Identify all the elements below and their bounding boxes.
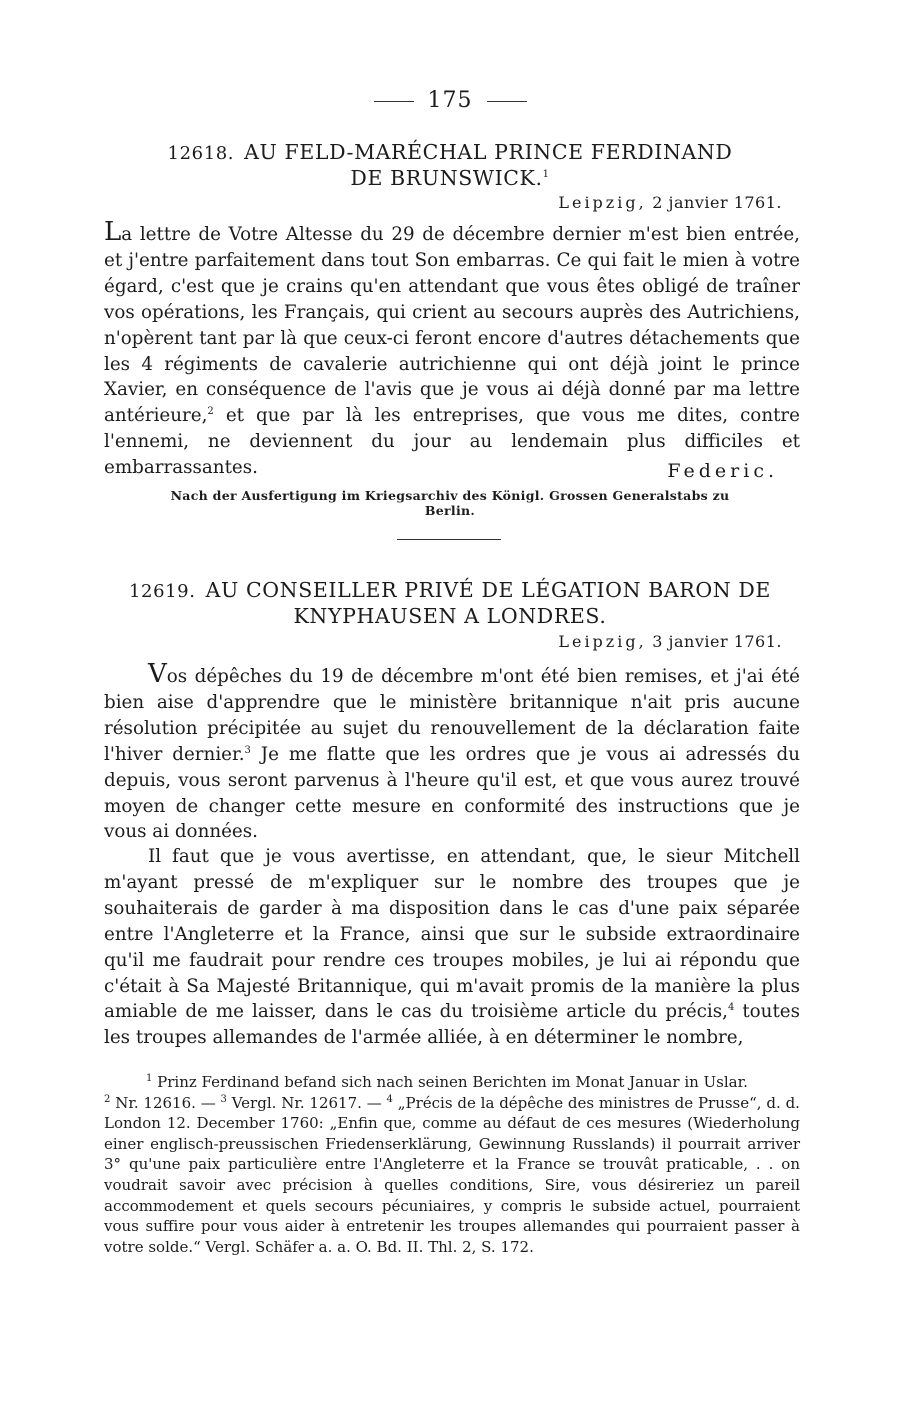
footnote-ref: 2	[207, 406, 214, 418]
page-number: 175	[427, 88, 473, 113]
footnote-text: Vergl. Nr. 12617. —	[231, 1093, 382, 1112]
letter-heading-12619	[100, 578, 800, 629]
date-place: Leipzig,	[558, 193, 647, 212]
letter-recipient-line2: KNYPHAUSEN A LONDRES.	[293, 604, 607, 628]
letter-body-12618	[104, 217, 800, 481]
letter-recipient-line1: AU FELD-MARÉCHAL PRINCE FERDINAND	[244, 140, 733, 164]
dateline-12619	[558, 632, 782, 651]
footnote-1	[104, 1072, 800, 1093]
letter-heading-12618	[100, 140, 800, 191]
footnotes	[104, 1072, 800, 1257]
drop-cap: V	[148, 659, 167, 689]
source-note: Nach der Ausfertigung im Kriegsarchiv des Königl. Grossen Generalstabs zu Berlin.	[170, 488, 730, 518]
footnote-ref: 1	[542, 169, 550, 181]
body-text: Il faut que je vous avertisse, en attendant, que, le sieur Mitchell m'ayant pressé de m'expliquer sur le nombre des troupes que je souhaiterais de garder à ma disposition dans le cas d'une paix séparée entre l'Angleterre et la France, ainsi que sur le subside extraordinaire qu'il me faudrait pour rendre ces troupes mobiles, je lui ai répondu que c'était à Sa Majesté Britannique, qui m'avait promis de la manière la plus amiable de me laisser, dans le cas du troisième article du précis,	[104, 846, 800, 1023]
body-text-cont: Je me flatte que les ordres que je vous ai adressés du depuis, vous seront parvenus à l'heure qu'il est, et que vous aurez trouvé moyen de changer cette mesure en conformité des instructions que je vous ai données.	[104, 743, 800, 843]
body-text-end: et que par là les entreprises, que vous me dites, contre l'ennemi, ne deviennent du jour au lendemain plus difficiles et embarrassantes.	[104, 405, 800, 479]
body-text: os dépêches du 19 de décembre m'ont été bien remises, et j'ai été bien aise d'apprendre que le ministère britannique n'ait pris aucune résolution précipitée au sujet du renouvellement de la déclaration faite l'hiver dernier.	[104, 666, 800, 765]
date-value: 3 janvier 1761.	[652, 632, 782, 651]
letter-body-12619-para2	[104, 844, 800, 1051]
letter-recipient-line2: DE BRUNSWICK.	[350, 166, 543, 190]
footnote-ref: 4	[727, 1002, 735, 1014]
header-rule-right	[487, 101, 527, 102]
letter-number: 12618.	[167, 143, 235, 164]
letter-body-12619-para1	[104, 659, 800, 845]
footnote-text: Nr. 12616. —	[115, 1093, 216, 1112]
footnote-mark: 1	[146, 1073, 153, 1084]
section-divider	[397, 539, 501, 540]
footnote-2-3-4	[104, 1093, 800, 1258]
letter-recipient-line1: AU CONSEILLER PRIVÉ DE LÉGATION BARON DE	[205, 578, 772, 602]
letter-number: 12619.	[128, 581, 196, 602]
footnote-mark: 3	[220, 1093, 227, 1105]
signature: Federic.	[667, 460, 778, 482]
dateline-12618	[558, 193, 782, 212]
date-value: 2 janvier 1761.	[652, 193, 782, 212]
drop-cap: L	[104, 217, 122, 247]
page-header	[0, 88, 900, 113]
footnote-text: „Précis de la dépêche des ministres de Prusse“, d. d. London 12. December 1760: „Enfin que, comme au défaut de ces mesures (Wiederholung einer englisch-preussischen Friedenserklärung, Gewinnung Russlands) il pourrait arriver 3° qu'une paix particulière entre l'Angleterre et la France se trouvât praticable, . . on voudrait savoir avec précision à quelles conditions, Sire, vous désireriez un pareil accommodement et quels secours pécuniaires, y compris le subside actuel, pourraient vous suffire pour vous aider à entretenir les troupes allemandes qui pourraient passer à votre solde.“ Vergl. Schäfer a. a. O. Bd. II. Thl. 2, S. 172.	[104, 1093, 800, 1256]
header-rule-left	[374, 101, 414, 102]
footnote-mark: 4	[386, 1093, 393, 1105]
body-text-cont: toutes les troupes allemandes de l'armée alliée, à en déterminer le nombre,	[104, 1001, 800, 1049]
body-text: a lettre de Votre Altesse du 29 de décembre dernier m'est bien entrée, et j'entre parfaitement dans tout Son embarras. Ce qui fait le mien à votre égard, c'est que je crains qu'en attendant que vous êtes obligé de traîner vos opérations, les Français, qui crient au secours auprès des Autrichiens, n'opèrent tant par là que ceux-ci feront encore d'autres détachements que les 4 régiments de cavalerie autrichienne qui ont déjà joint le prince Xavier, en conséquence de l'avis que je vous ai déjà donné par ma lettre antérieure,	[104, 224, 800, 427]
footnote-mark: 2	[104, 1093, 111, 1105]
date-place: Leipzig,	[558, 632, 647, 651]
footnote-ref: 3	[244, 744, 251, 756]
footnote-text: Prinz Ferdinand befand sich nach seinen Berichten im Monat Januar in Uslar.	[157, 1073, 748, 1091]
